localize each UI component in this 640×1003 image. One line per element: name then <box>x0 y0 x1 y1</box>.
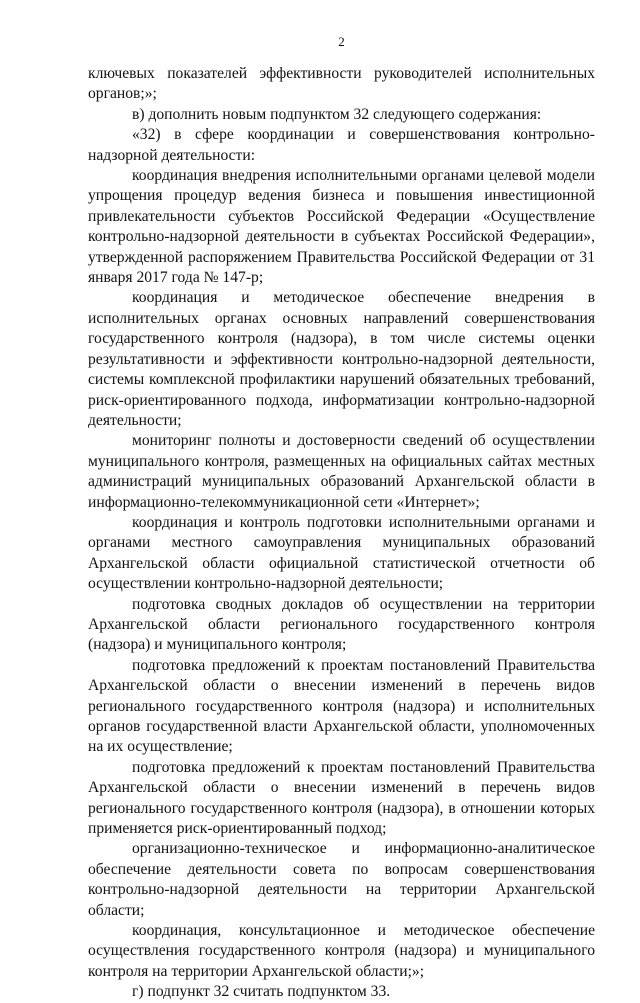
paragraph: подготовка сводных докладов об осуществлении на территории Архангельской области регионального государственного контроля (надзора) и муниципального контроля; <box>88 595 595 654</box>
document-body <box>88 64 595 1003</box>
paragraph: г) подпункт 32 считать подпунктом 33. <box>132 983 391 1001</box>
paragraph: организационно-техническое и информационно-аналитическое обеспечение деятельности совета по вопросам совершенствования контрольно-надзорной деятельности на территории Архангельской области; <box>88 840 595 919</box>
paragraph: подготовка предложений к проектам постановлений Правительства Архангельской области о внесении изменений в перечень видов регионального государственного контроля (надзора), в отношении которых применяется риск-ориентированный подход; <box>88 758 595 838</box>
paragraph: координация и контроль подготовки исполнительными органами и органами местного самоуправления муниципальных образований Архангельской области официальной статистической отчетности об осуществлении контрольно-надзорной деятельности; <box>88 513 595 593</box>
paragraph: координация, консультационное и методическое обеспечение осуществления государственного контроля (надзора) и муниципального контроля на территории Архангельской области;»; <box>88 922 595 980</box>
paragraph: координация и методическое обеспечение внедрения в исполнительных органах основных направлений совершенствования государственного контроля (надзора), в том числе системы оценки результативности и эффективности контрольно-надзорной деятельности, системы комплексной профилактики нарушений обязательных требований, риск-ориентированного подхода, информатизации контрольно-надзорной деятельности; <box>88 289 595 429</box>
paragraph: ключевых показателей эффективности руководителей исполнительных органов;»; <box>88 65 595 103</box>
paragraph: координация внедрения исполнительными органами целевой модели упрощения процедур ведения бизнеса и повышения инвестиционной привлекательности субъектов Российской Федерации «Осуществление контрольно-надзорной деятельности в субъектах Российской Федерации», утвержденной распоряжением Правительства Российской Федерации от 31 января 2017 года № 147-р; <box>88 167 595 287</box>
paragraph: мониторинг полноты и достоверности сведений об осуществлении муниципального контроля, размещенных на официальных сайтах местных администраций муниципальных образований Архангельской области в информационно-телекоммуникационной сети «Интернет»; <box>88 432 595 511</box>
paragraph: подготовка предложений к проектам постановлений Правительства Архангельской области о внесении изменений в перечень видов регионального государственного контроля (надзора) и исполнительных органов государственной власти Архангельской области, уполномоченных на их осуществление; <box>88 656 595 756</box>
page-number: 2 <box>338 34 345 49</box>
paragraph: «32) в сфере координации и совершенствования контрольно-надзорной деятельности: <box>88 126 595 164</box>
paragraph: в) дополнить новым подпунктом 32 следующего содержания: <box>132 105 542 123</box>
